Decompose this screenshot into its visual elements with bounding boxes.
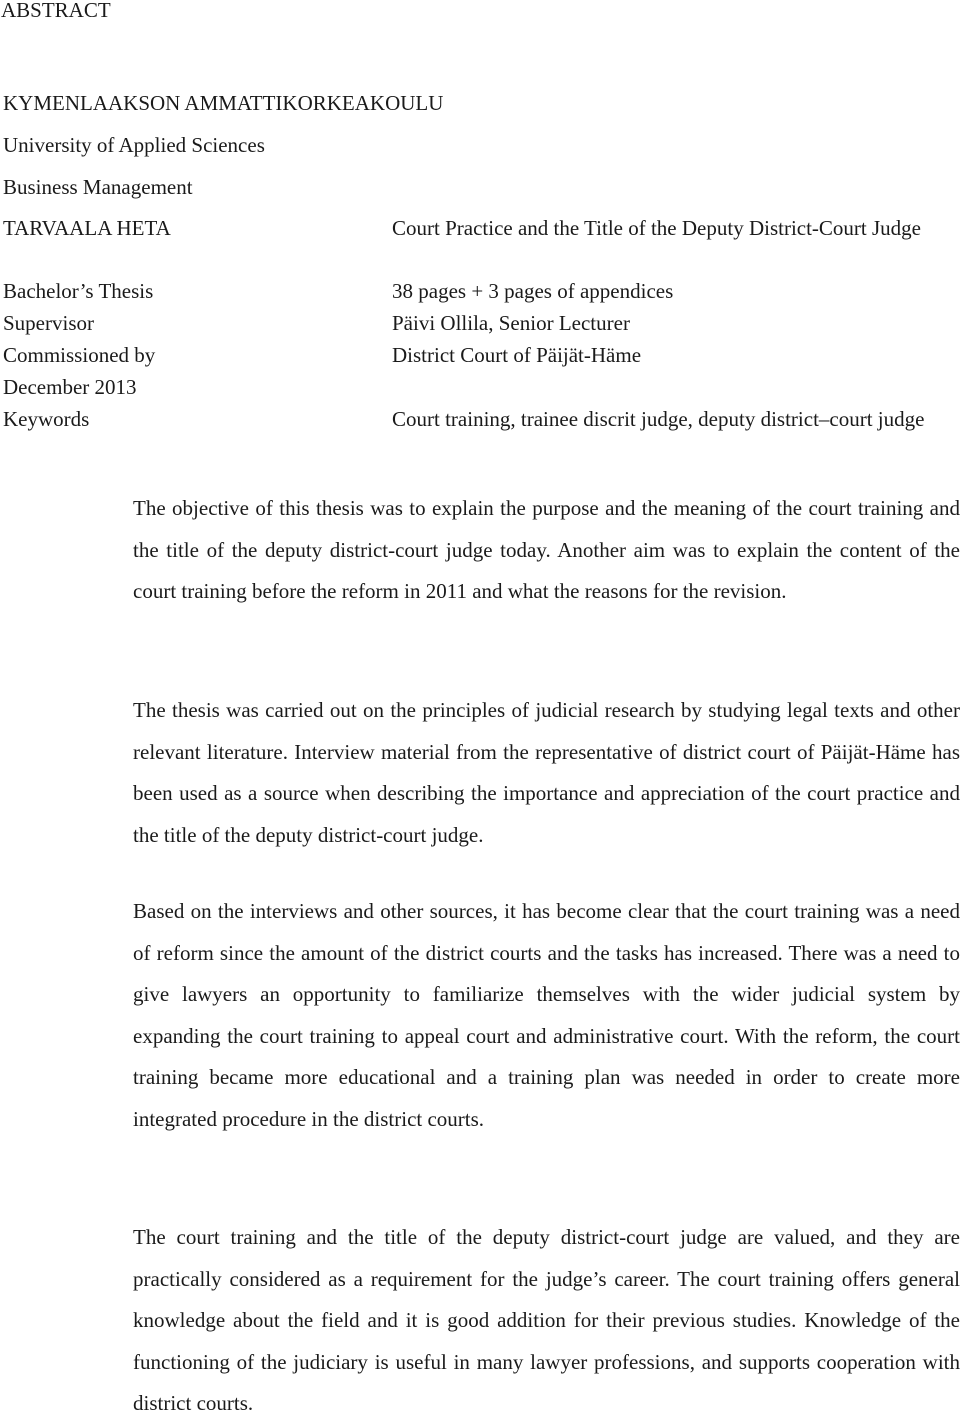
commissioned-label: Commissioned by — [3, 343, 156, 367]
institution-name: KYMENLAAKSON AMMATTIKORKEAKOULU — [3, 91, 444, 115]
degree-program: Business Management — [3, 175, 193, 199]
abstract-paragraph-3: Based on the interviews and other sources, it has become clear that the court training was a need of reform since the amount of the district courts and the tasks has increased. There was a need to give lawyers an opportunity to familiarize themselves with the wider judicial system by expanding the court training to appeal court and administrative court. With the reform, the court training became more educational and a training plan was needed in order to create more integrated procedure in the district courts. — [133, 899, 960, 1131]
supervisor-value: Päivi Ollila, Senior Lecturer — [392, 311, 630, 335]
thesis-date: December 2013 — [3, 375, 137, 399]
page-count: 38 pages + 3 pages of appendices — [392, 279, 674, 303]
abstract-heading: ABSTRACT — [1, 0, 111, 22]
thesis-title: Court Practice and the Title of the Deputy District-Court Judge — [392, 216, 921, 240]
keywords-value: Court training, trainee discrit judge, deputy district–court judge — [392, 407, 925, 431]
abstract-paragraph-4: The court training and the title of the deputy district-court judge are valued, and they are practically considered as a requirement for the judge’s career. The court training offers general knowledge about the field and it is good addition for their previous studies. Knowledge of the functioning of the judiciary is useful in many lawyer professions, and supports cooperation with district courts. — [133, 1225, 960, 1415]
thesis-type-label: Bachelor’s Thesis — [3, 279, 154, 303]
supervisor-label: Supervisor — [3, 311, 94, 335]
institution-subtitle: University of Applied Sciences — [3, 133, 265, 157]
keywords-label: Keywords — [3, 407, 90, 431]
abstract-paragraph-2: The thesis was carried out on the principles of judicial research by studying legal texts and other relevant literature. Interview material from the representative of district court of Päijät-Häme has been used as a source when describing the importance and appreciation of the court practice and the title of the deputy district-court judge. — [133, 698, 960, 847]
author-name: TARVAALA HETA — [3, 216, 171, 240]
commissioned-value: District Court of Päijät-Häme — [392, 343, 642, 367]
abstract-paragraph-1: The objective of this thesis was to explain the purpose and the meaning of the court training and the title of the deputy district-court judge today. Another aim was to explain the content of the court training before the reform in 2011 and what the reasons for the revision. — [133, 496, 960, 603]
